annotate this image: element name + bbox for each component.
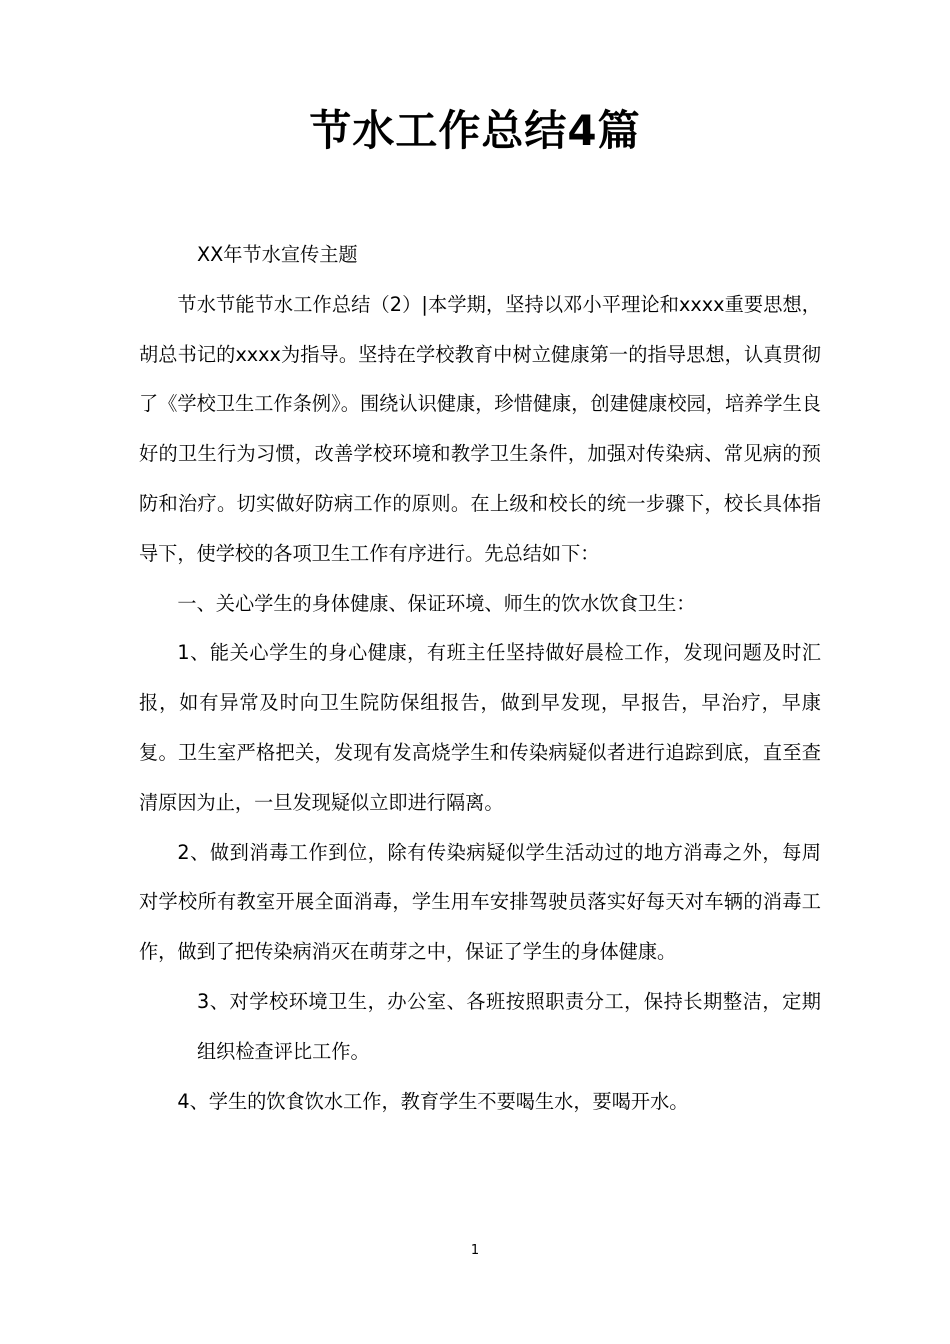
paragraph-item-4: 4、学生的饮食饮水工作，教育学生不要喝生水，要喝开水。 xyxy=(177,1089,689,1113)
paragraph-intro: 节水节能节水工作总结（2）|本学期，坚持以邓小平理论和xxxx重要思想，胡总书记的xxxx为指导。坚持在学校教育中树立健康第一的指导思想，认真贯彻了《学校卫生工作条例》。围绕认识健康，珍惜健康，创建健康校园，培养学生良好的卫生行为习惯，改善学校环境和教学卫生条件，加强对传染病、常见病的预防和治疗。切实做好防病工作的原则。在上级和校长的统一步骤下，校长具体指导下，使学校的各项卫生工作有序进行。先总结如下： xyxy=(139,292,821,565)
document-title: 节水工作总结4篇 xyxy=(309,106,641,155)
page-number: 1 xyxy=(470,1243,480,1258)
document-body xyxy=(139,230,821,1126)
paragraph-item-3: 3、对学校环境卫生，办公室、各班按照职责分工，保持长期整洁，定期组织检查评比工作。 xyxy=(197,989,821,1063)
paragraph-item-1: 1、能关心学生的身心健康，有班主任坚持做好晨检工作，发现问题及时汇报，如有异常及时向卫生院防保组报告，做到早发现，早报告，早治疗，早康复。卫生室严格把关，发现有发高烧学生和传染病疑似者进行追踪到底，直至查清原因为止，一旦发现疑似立即进行隔离。 xyxy=(139,641,821,814)
paragraph-section-heading: 一、关心学生的身体健康、保证环境、师生的饮水饮食卫生： xyxy=(177,591,696,615)
paragraph-theme: XX年节水宣传主题 xyxy=(197,243,358,266)
paragraph-item-2: 2、做到消毒工作到位，除有传染病疑似学生活动过的地方消毒之外，每周对学校所有教室开展全面消毒，学生用车安排驾驶员落实好每天对车辆的消毒工作，做到了把传染病消灭在萌芽之中，保证了学生的身体健康。 xyxy=(139,840,821,964)
